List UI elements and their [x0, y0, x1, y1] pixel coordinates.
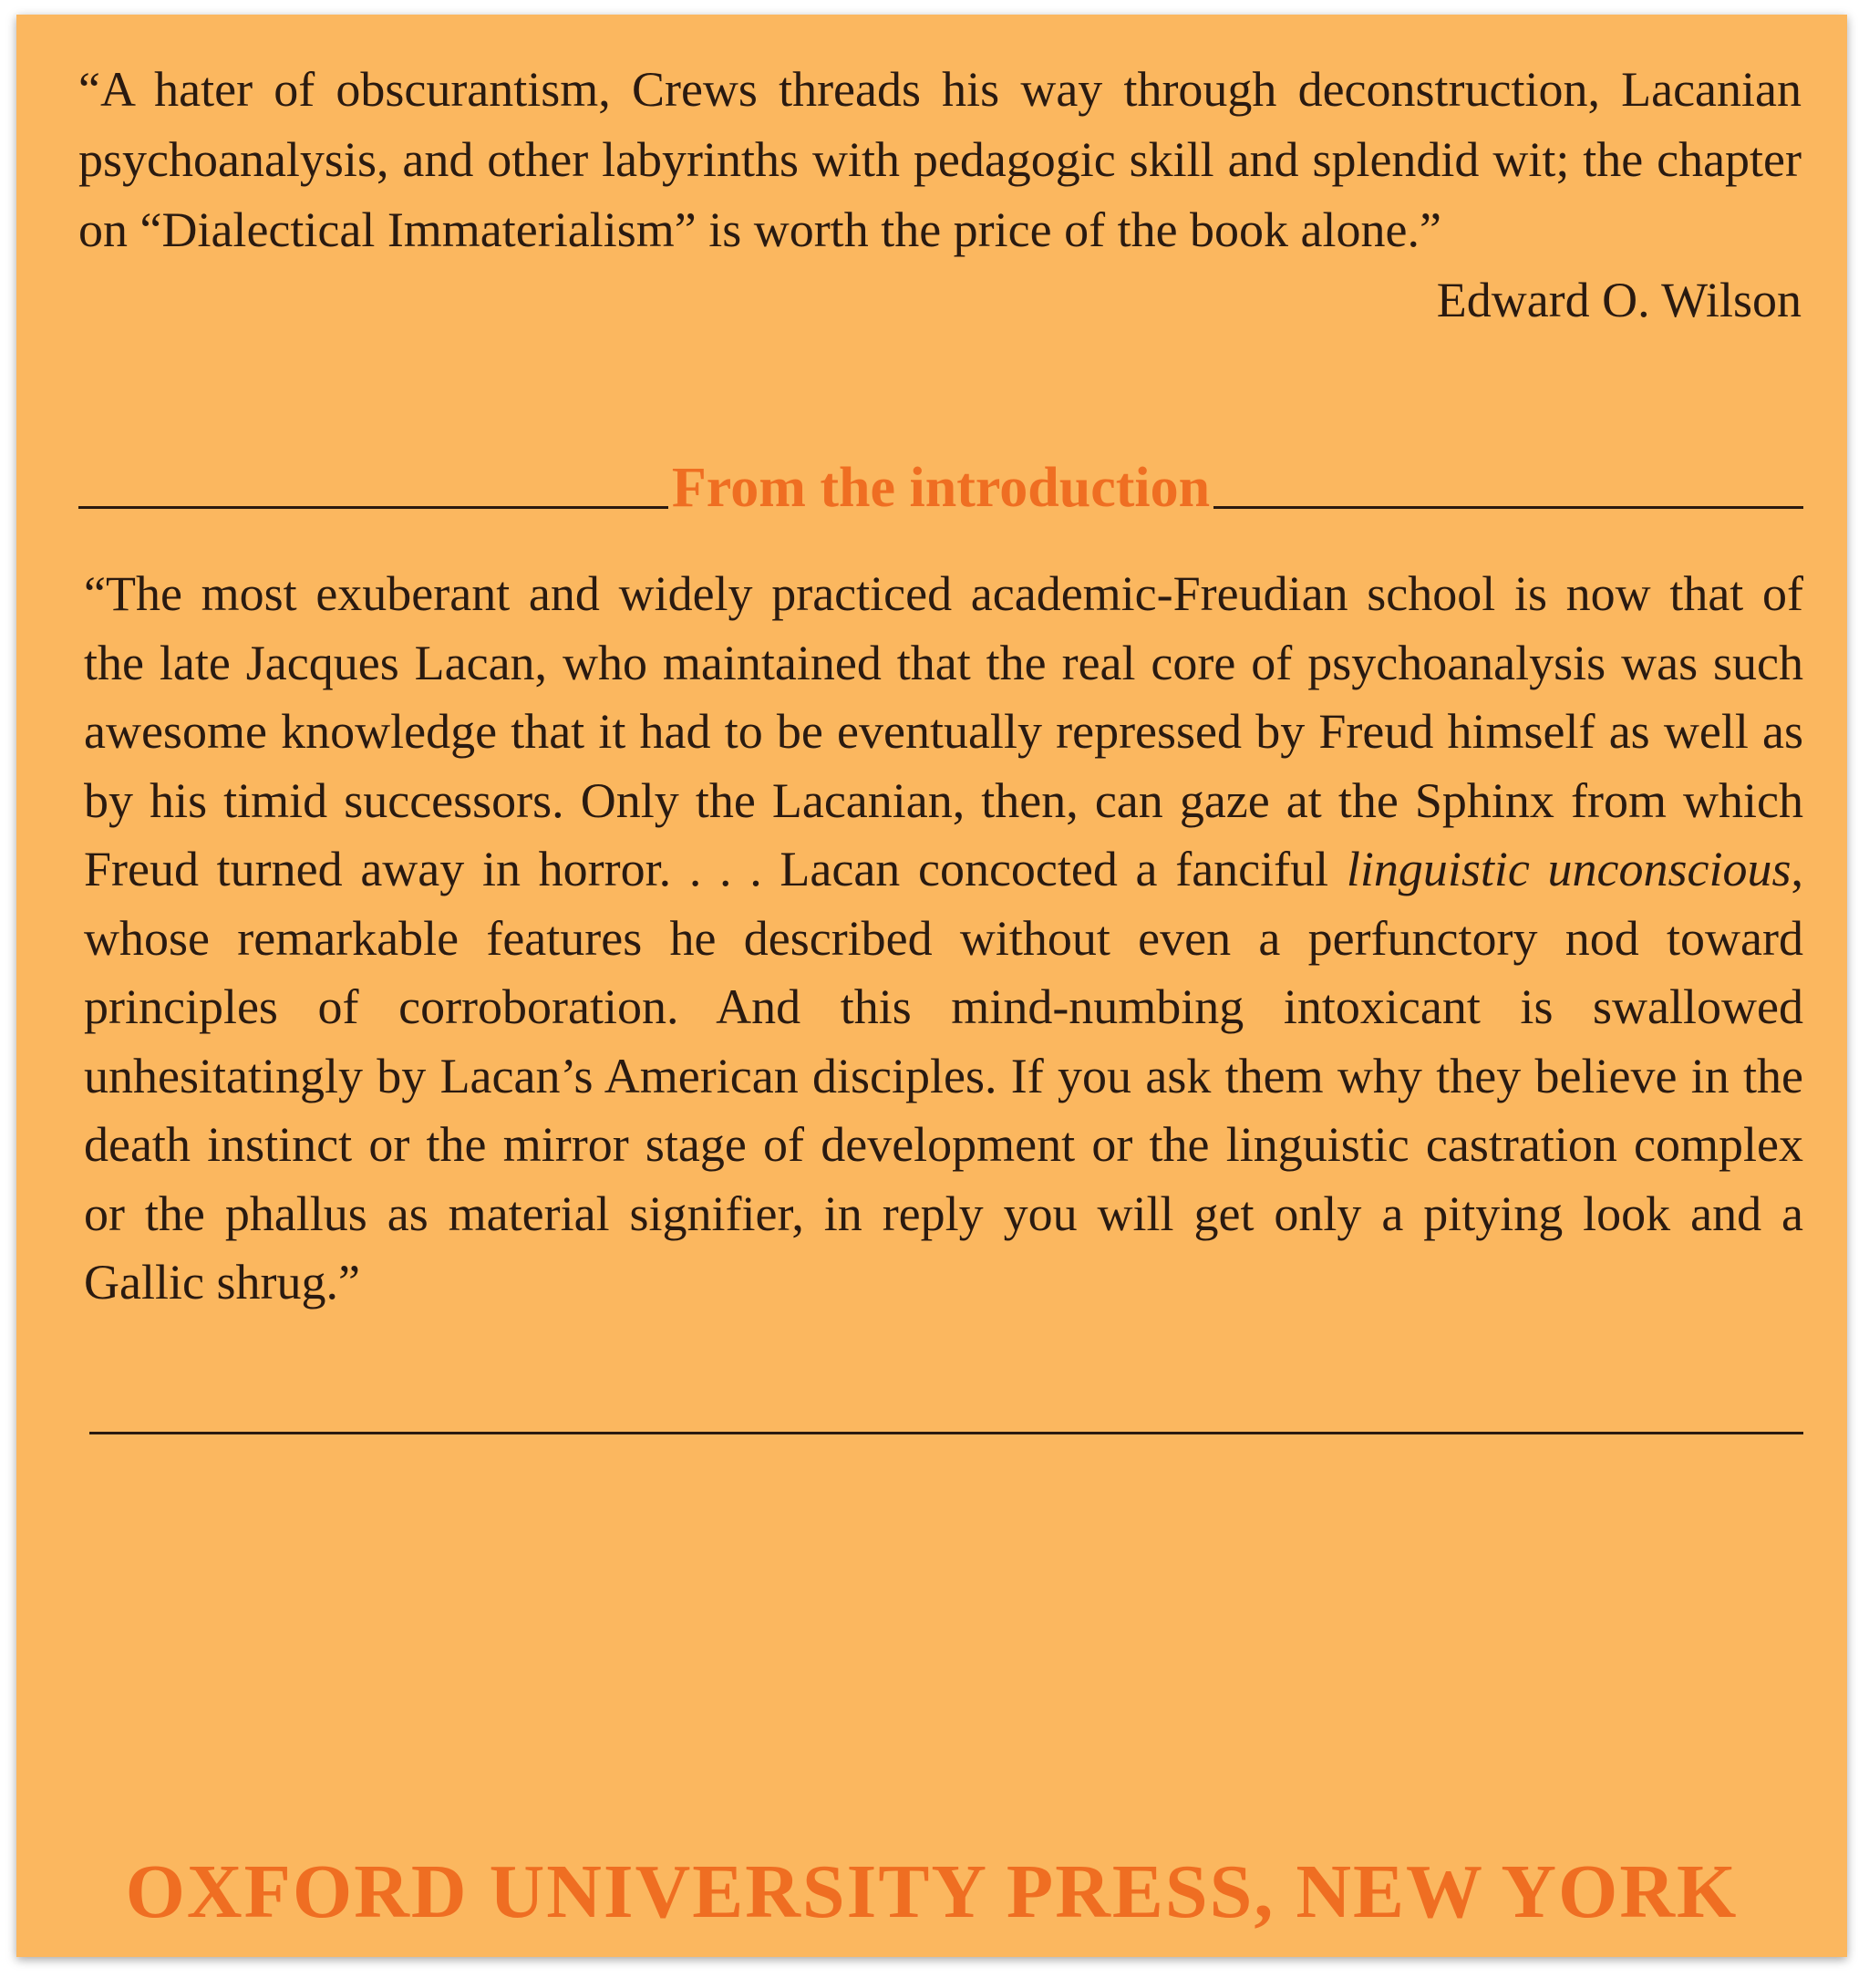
endorsement-attribution: Edward O. Wilson — [1436, 273, 1802, 327]
section-heading — [78, 452, 1803, 519]
endorsement-text: “A hater of obscurantism, Crews threads his way through deconstruction, Lacanian psychoanalysis, and other labyrinths with pedagogic skill and splendid wit; the chapter on “Dialectical Immaterialism” is worth the price of the book alone.” — [78, 62, 1802, 257]
heading-rule-left — [78, 506, 668, 509]
endorsement-quote — [78, 55, 1802, 336]
excerpt-text-end: , whose remarkable features he described without even a perfunctory nod toward principles of corroboration. And this mind-numbing intoxicant is swallowed unhesitatingly by Lacan’s American disciples. If you ask them why they believe in the death instinct or the mirror stage of development or the linguistic castration complex or the phallus as material signifier, in reply you will get only a pitying look and a Gallic shrug.” — [84, 842, 1803, 1310]
excerpt-text-start: “The most exuberant and widely practiced academic-Freudian school is now that of the late Jacques Lacan, who maintained that the real core of psychoanalysis was such awesome knowledge that it had to be eventually repressed by Freud himself as well as by his timid successors. Only the Lacanian, then, can gaze at the Sphinx from which Freud turned away in horror. . . . Lacan concocted a fanciful — [84, 566, 1803, 896]
section-heading-title: From the introduction — [671, 457, 1211, 519]
excerpt-italic-phrase: linguistic unconscious — [1346, 842, 1792, 896]
excerpt-bottom-rule — [89, 1432, 1803, 1434]
publisher-imprint: OXFORD UNIVERSITY PRESS, NEW YORK — [125, 1849, 1739, 1934]
back-cover — [16, 15, 1847, 1957]
heading-rule-right — [1213, 506, 1803, 509]
introduction-excerpt — [84, 560, 1803, 1318]
